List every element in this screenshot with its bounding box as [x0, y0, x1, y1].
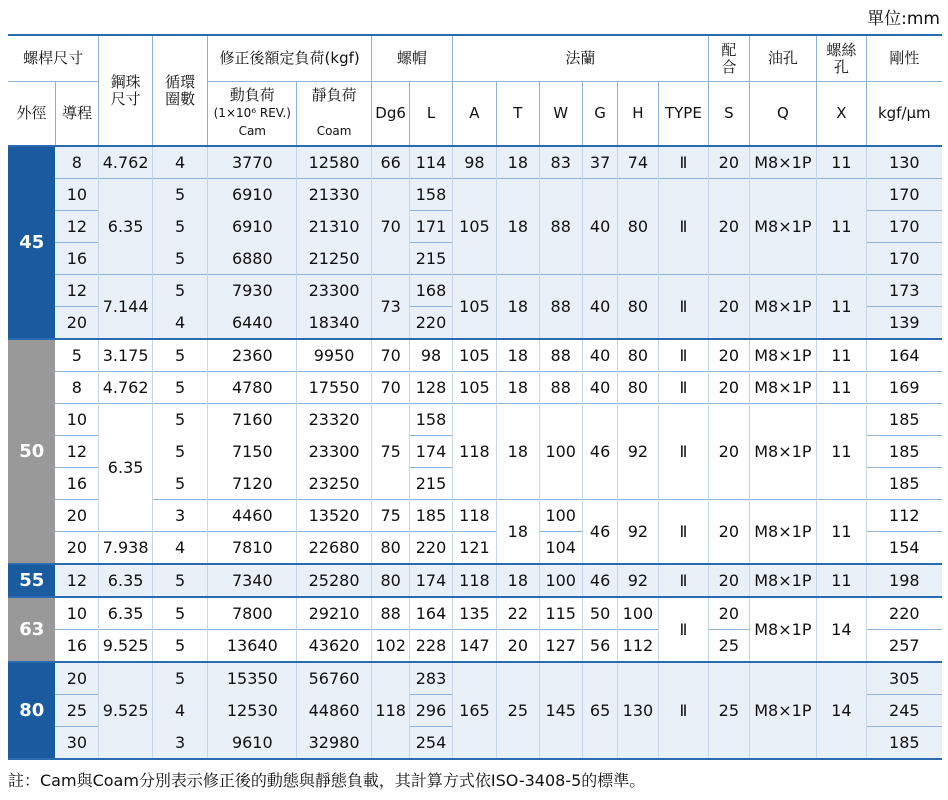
header-W: W [539, 82, 582, 147]
header-outer-dia: 外徑 [8, 82, 55, 147]
cell-coam: 21250 [297, 243, 372, 275]
cell-H: 92 [618, 404, 658, 500]
cell-dg6: 80 [371, 564, 409, 597]
cell-circ: 3 [152, 500, 208, 532]
group-label-50: 50 [8, 339, 55, 564]
cell-Q: M8×1P [749, 597, 817, 662]
cell-k: 185 [866, 436, 942, 468]
cell-cam: 4780 [208, 372, 297, 404]
cell-S: 20 [709, 339, 749, 372]
cell-circ: 4 [152, 307, 208, 340]
cell-lead: 10 [55, 404, 98, 436]
cell-coam: 22680 [297, 532, 372, 565]
cell-cam: 7810 [208, 532, 297, 565]
cell-W: 115 [539, 597, 582, 630]
cell-dg6: 118 [371, 662, 409, 759]
cell-ball: 9.525 [99, 630, 153, 663]
cell-k: 170 [866, 179, 942, 211]
table-row [8, 372, 942, 404]
cell-circ: 5 [152, 275, 208, 307]
table-row [8, 179, 942, 211]
cell-type: Ⅱ [658, 146, 709, 179]
cell-ball: 6.35 [99, 404, 153, 532]
header-S: S [709, 82, 749, 147]
cell-T: 22 [497, 597, 539, 630]
cell-k: 169 [866, 372, 942, 404]
cell-ball: 3.175 [99, 339, 153, 372]
cell-type: Ⅱ [658, 339, 709, 372]
table-row [8, 275, 942, 307]
cell-L: 171 [410, 211, 452, 243]
cell-k: 164 [866, 339, 942, 372]
cell-H: 112 [618, 630, 658, 663]
cell-A: 105 [452, 372, 496, 404]
cell-X: 11 [817, 564, 866, 597]
header-dynamic-load: 動負荷 (1×10⁶ REV.) Cam [208, 82, 297, 147]
cell-circ: 3 [152, 727, 208, 760]
cell-circ: 5 [152, 339, 208, 372]
cell-coam: 32980 [297, 727, 372, 760]
cell-W: 88 [539, 275, 582, 340]
cell-k: 220 [866, 597, 942, 630]
header-X: X [817, 82, 866, 147]
cell-circ: 4 [152, 695, 208, 727]
cell-S: 20 [709, 146, 749, 179]
cell-type: Ⅱ [658, 597, 709, 662]
cell-H: 92 [618, 500, 658, 565]
cell-coam: 12580 [297, 146, 372, 179]
cell-L: 114 [410, 146, 452, 179]
cell-type: Ⅱ [658, 500, 709, 565]
ball-screw-spec-table [8, 34, 942, 760]
cell-X: 11 [817, 372, 866, 404]
cell-coam: 23300 [297, 436, 372, 468]
header-lead: 導程 [55, 82, 98, 147]
cell-lead: 8 [55, 146, 98, 179]
cell-cam: 4460 [208, 500, 297, 532]
cell-T: 18 [497, 179, 539, 275]
cell-type: Ⅱ [658, 662, 709, 759]
cell-lead: 30 [55, 727, 98, 760]
cell-k: 130 [866, 146, 942, 179]
table-row [8, 404, 942, 436]
cell-X: 14 [817, 597, 866, 662]
cell-ball: 7.144 [99, 275, 153, 340]
cell-lead: 12 [55, 436, 98, 468]
cell-X: 11 [817, 339, 866, 372]
cell-X: 11 [817, 404, 866, 500]
header-rated-load: 修正後額定負荷(kgf) [208, 35, 372, 82]
cell-coam: 25280 [297, 564, 372, 597]
cell-cam: 2360 [208, 339, 297, 372]
cell-type: Ⅱ [658, 372, 709, 404]
cell-circ: 5 [152, 630, 208, 663]
cell-k: 170 [866, 211, 942, 243]
group-label-55: 55 [8, 564, 55, 597]
cell-A: 98 [452, 146, 496, 179]
header-circuits: 循環 圈數 [152, 35, 208, 146]
cell-coam: 17550 [297, 372, 372, 404]
cell-coam: 21310 [297, 211, 372, 243]
cell-coam: 21330 [297, 179, 372, 211]
cell-Q: M8×1P [749, 179, 817, 275]
cell-k: 154 [866, 532, 942, 565]
cell-G: 56 [582, 630, 617, 663]
cell-H: 80 [618, 179, 658, 275]
cell-dg6: 80 [371, 532, 409, 565]
cell-X: 14 [817, 662, 866, 759]
cell-k: 170 [866, 243, 942, 275]
cell-lead: 20 [55, 307, 98, 340]
header-nut: 螺帽 [371, 35, 452, 82]
cell-L: 158 [410, 179, 452, 211]
cell-circ: 5 [152, 179, 208, 211]
cell-W: 100 [539, 564, 582, 597]
header-Q: Q [749, 82, 817, 147]
cell-W: 88 [539, 372, 582, 404]
cell-coam: 44860 [297, 695, 372, 727]
cell-A: 105 [452, 179, 496, 275]
cell-dg6: 70 [371, 372, 409, 404]
footnote: 註：Cam與Coam分別表示修正後的動態與靜態負載，其計算方式依ISO-3408-5的標準。 [8, 771, 646, 790]
table-row [8, 146, 942, 179]
cell-dg6: 102 [371, 630, 409, 663]
header-stiffness: 剛性 [866, 35, 942, 82]
cell-G: 46 [582, 564, 617, 597]
cell-S: 20 [709, 597, 749, 630]
cell-G: 46 [582, 500, 617, 565]
cell-G: 46 [582, 404, 617, 500]
cell-ball: 9.525 [99, 662, 153, 759]
group-80 [8, 662, 942, 759]
cell-T: 18 [497, 500, 539, 565]
cell-T: 25 [497, 662, 539, 759]
cell-circ: 5 [152, 211, 208, 243]
cell-cam: 7150 [208, 436, 297, 468]
cell-lead: 10 [55, 179, 98, 211]
cell-A: 105 [452, 339, 496, 372]
cell-G: 40 [582, 339, 617, 372]
cell-cam: 9610 [208, 727, 297, 760]
cell-k: 245 [866, 695, 942, 727]
cell-A: 147 [452, 630, 496, 663]
cell-G: 40 [582, 372, 617, 404]
cell-cam: 6910 [208, 211, 297, 243]
cell-coam: 9950 [297, 339, 372, 372]
cell-W: 100 [539, 404, 582, 500]
cell-L: 220 [410, 307, 452, 340]
cell-lead: 12 [55, 564, 98, 597]
group-50 [8, 339, 942, 564]
cell-circ: 4 [152, 146, 208, 179]
cell-k: 185 [866, 404, 942, 436]
cell-dg6: 66 [371, 146, 409, 179]
cell-coam: 23320 [297, 404, 372, 436]
cell-A: 105 [452, 275, 496, 340]
header-dg6: Dg6 [371, 82, 409, 147]
cell-cam: 6910 [208, 179, 297, 211]
cell-W: 83 [539, 146, 582, 179]
cell-lead: 20 [55, 532, 98, 565]
cell-lead: 12 [55, 275, 98, 307]
header-stiffness-unit: kgf/μm [866, 82, 942, 147]
header-thread-hole: 螺絲 孔 [817, 35, 866, 82]
cell-S: 20 [709, 275, 749, 340]
group-label-80: 80 [8, 662, 55, 759]
cell-cam: 3770 [208, 146, 297, 179]
header-A: A [452, 82, 496, 147]
cell-A: 118 [452, 500, 496, 532]
cell-ball: 4.762 [99, 146, 153, 179]
cell-Q: M8×1P [749, 275, 817, 340]
cell-dg6: 88 [371, 597, 409, 630]
cell-coam: 18340 [297, 307, 372, 340]
cell-A: 121 [452, 532, 496, 565]
cell-lead: 8 [55, 372, 98, 404]
cell-lead: 5 [55, 339, 98, 372]
cell-coam: 56760 [297, 662, 372, 695]
group-label-63: 63 [8, 597, 55, 662]
table-row [8, 564, 942, 597]
unit-label: 單位:mm [867, 9, 940, 29]
cell-T: 18 [497, 146, 539, 179]
cell-ball: 7.938 [99, 532, 153, 565]
cell-L: 174 [410, 564, 452, 597]
cell-A: 165 [452, 662, 496, 759]
cell-L: 185 [410, 500, 452, 532]
cell-circ: 5 [152, 404, 208, 436]
cell-dg6: 70 [371, 339, 409, 372]
cell-lead: 16 [55, 468, 98, 500]
header-G: G [582, 82, 617, 147]
cell-G: 37 [582, 146, 617, 179]
cell-S: 20 [709, 564, 749, 597]
cell-coam: 23250 [297, 468, 372, 500]
cell-X: 11 [817, 179, 866, 275]
cell-S: 20 [709, 179, 749, 275]
cell-cam: 7120 [208, 468, 297, 500]
cell-Q: M8×1P [749, 146, 817, 179]
group-45 [8, 146, 942, 339]
cell-cam: 7340 [208, 564, 297, 597]
cell-lead: 20 [55, 662, 98, 695]
cell-dg6: 73 [371, 275, 409, 340]
cell-circ: 5 [152, 372, 208, 404]
cell-L: 283 [410, 662, 452, 695]
cell-L: 254 [410, 727, 452, 760]
cell-L: 128 [410, 372, 452, 404]
group-63 [8, 597, 942, 662]
header-T: T [497, 82, 539, 147]
cell-L: 174 [410, 436, 452, 468]
cell-S: 20 [709, 404, 749, 500]
cell-dg6: 75 [371, 404, 409, 500]
cell-L: 296 [410, 695, 452, 727]
header-H: H [618, 82, 658, 147]
cell-G: 40 [582, 179, 617, 275]
cell-k: 139 [866, 307, 942, 340]
cell-H: 74 [618, 146, 658, 179]
cell-coam: 29210 [297, 597, 372, 630]
cell-L: 215 [410, 243, 452, 275]
cell-k: 112 [866, 500, 942, 532]
cell-k: 173 [866, 275, 942, 307]
cell-H: 80 [618, 275, 658, 340]
cell-Q: M8×1P [749, 564, 817, 597]
cell-L: 228 [410, 630, 452, 663]
cell-T: 20 [497, 630, 539, 663]
header-static-load: 靜負荷 Coam [297, 82, 372, 147]
cell-T: 18 [497, 339, 539, 372]
header-fit: 配 合 [709, 35, 749, 82]
cell-W: 145 [539, 662, 582, 759]
cell-ball: 6.35 [99, 179, 153, 275]
cell-type: Ⅱ [658, 564, 709, 597]
cell-ball: 4.762 [99, 372, 153, 404]
cell-G: 65 [582, 662, 617, 759]
cell-L: 215 [410, 468, 452, 500]
cell-H: 100 [618, 597, 658, 630]
cell-T: 18 [497, 275, 539, 340]
cell-S: 25 [709, 630, 749, 663]
cell-T: 18 [497, 372, 539, 404]
cell-coam: 23300 [297, 275, 372, 307]
cell-lead: 16 [55, 630, 98, 663]
cell-L: 158 [410, 404, 452, 436]
cell-G: 50 [582, 597, 617, 630]
header-L: L [410, 82, 452, 147]
cell-Q: M8×1P [749, 662, 817, 759]
cell-circ: 5 [152, 597, 208, 630]
cell-Q: M8×1P [749, 500, 817, 565]
cell-cam: 12530 [208, 695, 297, 727]
header-screw-size: 螺桿尺寸 [8, 35, 99, 82]
cell-circ: 5 [152, 564, 208, 597]
cell-cam: 13640 [208, 630, 297, 663]
header-flange: 法蘭 [452, 35, 708, 82]
cell-coam: 43620 [297, 630, 372, 663]
cell-H: 130 [618, 662, 658, 759]
cell-ball: 6.35 [99, 597, 153, 630]
cell-cam: 6440 [208, 307, 297, 340]
cell-S: 25 [709, 662, 749, 759]
cell-W: 100 [539, 500, 582, 532]
cell-W: 127 [539, 630, 582, 663]
cell-S: 20 [709, 500, 749, 565]
cell-T: 18 [497, 564, 539, 597]
cell-circ: 5 [152, 243, 208, 275]
cell-cam: 7160 [208, 404, 297, 436]
cell-W: 88 [539, 339, 582, 372]
cell-H: 80 [618, 372, 658, 404]
header-oil-hole: 油孔 [749, 35, 817, 82]
cell-L: 98 [410, 339, 452, 372]
cell-L: 164 [410, 597, 452, 630]
table-row [8, 597, 942, 630]
cell-X: 11 [817, 500, 866, 565]
cell-dg6: 70 [371, 179, 409, 275]
cell-k: 185 [866, 468, 942, 500]
cell-T: 18 [497, 404, 539, 500]
cell-W: 104 [539, 532, 582, 565]
cell-W: 88 [539, 179, 582, 275]
cell-type: Ⅱ [658, 275, 709, 340]
group-55 [8, 564, 942, 597]
header-type: TYPE [658, 82, 709, 147]
group-label-45: 45 [8, 146, 55, 339]
cell-X: 11 [817, 146, 866, 179]
cell-lead: 16 [55, 243, 98, 275]
cell-L: 168 [410, 275, 452, 307]
cell-cam: 6880 [208, 243, 297, 275]
cell-Q: M8×1P [749, 372, 817, 404]
cell-lead: 25 [55, 695, 98, 727]
table-row [8, 662, 942, 695]
cell-Q: M8×1P [749, 404, 817, 500]
cell-lead: 20 [55, 500, 98, 532]
cell-k: 257 [866, 630, 942, 663]
cell-circ: 5 [152, 468, 208, 500]
cell-k: 305 [866, 662, 942, 695]
cell-X: 11 [817, 275, 866, 340]
table-row [8, 339, 942, 372]
cell-cam: 15350 [208, 662, 297, 695]
cell-dg6: 75 [371, 500, 409, 532]
cell-G: 40 [582, 275, 617, 340]
cell-lead: 10 [55, 597, 98, 630]
cell-A: 118 [452, 564, 496, 597]
cell-H: 92 [618, 564, 658, 597]
cell-S: 20 [709, 372, 749, 404]
cell-k: 198 [866, 564, 942, 597]
cell-cam: 7930 [208, 275, 297, 307]
cell-ball: 6.35 [99, 564, 153, 597]
cell-A: 135 [452, 597, 496, 630]
cell-cam: 7800 [208, 597, 297, 630]
cell-Q: M8×1P [749, 339, 817, 372]
cell-L: 220 [410, 532, 452, 565]
cell-circ: 5 [152, 662, 208, 695]
cell-type: Ⅱ [658, 179, 709, 275]
cell-lead: 12 [55, 211, 98, 243]
cell-k: 185 [866, 727, 942, 760]
cell-coam: 13520 [297, 500, 372, 532]
cell-A: 118 [452, 404, 496, 500]
cell-circ: 4 [152, 532, 208, 565]
cell-circ: 5 [152, 436, 208, 468]
cell-type: Ⅱ [658, 404, 709, 500]
cell-H: 80 [618, 339, 658, 372]
header-ball-size: 鋼珠 尺寸 [99, 35, 153, 146]
